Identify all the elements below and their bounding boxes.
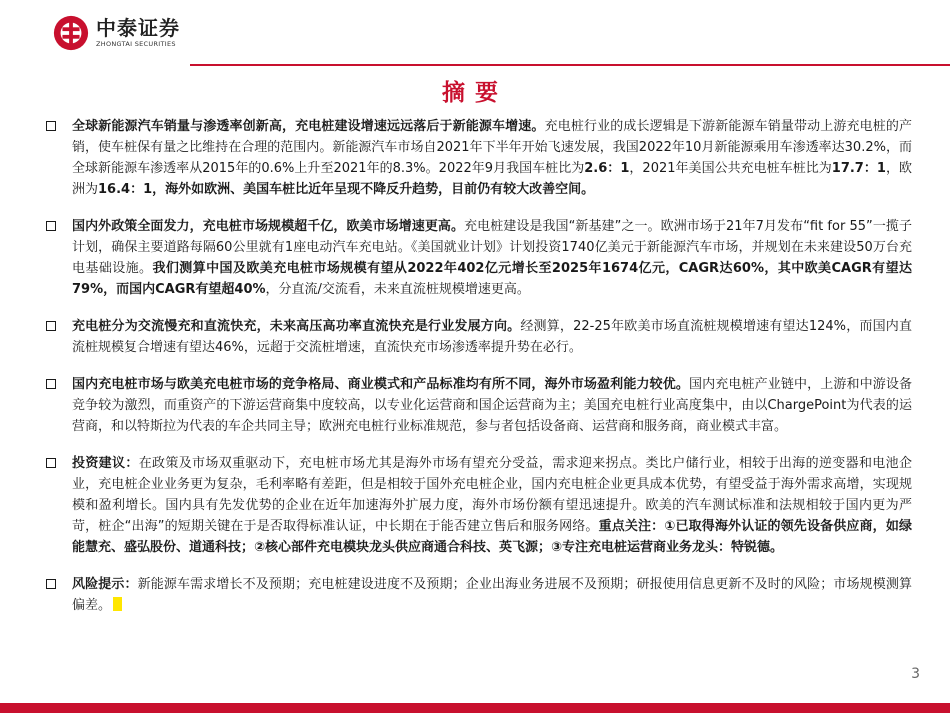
square-bullet-icon <box>46 379 56 389</box>
page-title: 摘要 <box>442 80 508 106</box>
para-4-text: 国内充电桩产业链中，上游和中游设备竞争较为激烈，而重资产的下游运营商集中度较高，以专业化运营商和国企运营商为主；美国充电桩行业高度集中，由以ChargePoint为代表的运营商，和以特斯拉为代表的车企共同主导；欧洲充电桩行业标准规范，参与者包括设备商、运营商和服务商，商业模式丰富。 <box>72 377 912 434</box>
para-2-bold-2: 我们测算中国及欧美充电桩市场规模有望从2022年402亿元增长至2025年1674亿元，CAGR达60%，其中欧美CAGR有望达79%，而国内CAGR有望超40% <box>72 261 912 297</box>
summary-content <box>46 116 912 616</box>
zhongtai-logo-icon <box>52 14 90 52</box>
para-5-text: 在政策及市场双重驱动下，充电桩市场尤其是海外市场有望充分受益，需求迎来拐点。类比户储行业，相较于出海的逆变器和电池企业，充电桩企业业务更为复杂，毛利率略有差距，但是相较于国外充电桩企业，国内充电桩企业更具成本优势，有望受益于海外需求高增，实现规模和盈利增长。国内具有先发优势的企业在近年加速海外扩展力度，海外市场份额有望迅速提升。欧美的汽车测试标准和法规相较于国内更为严苛，桩企“出海”的短期关键在于是否取得标准认证，中长期在于能否建立售后和服务网络。 <box>72 456 912 534</box>
summary-paragraph-6 <box>46 574 912 616</box>
para-5-heading: 投资建议： <box>72 456 139 471</box>
para-2-heading: 国内外政策全面发力，充电桩市场规模超千亿，欧美市场增速更高。 <box>72 219 465 234</box>
para-5-key-focus: 重点关注：①已取得海外认证的领先设备供应商，如绿能慧充、盛弘股份、道通科技；②核心部件充电模块龙头供应商通合科技、英飞源；③专注充电桩运营商业务龙头：特锐德。 <box>72 519 912 555</box>
para-2-text: 充电桩建设是我国“新基建”之一。欧洲市场于21年7月发布“fit for 55”一揽子计划，确保主要道路每隔60公里就有1座电动汽车充电站。《美国就业计划》计划投资1740亿美元于新能源汽车市场，并规划在未来建设50万台充电基础设施。 <box>72 219 912 276</box>
para-1-text-2: ，2021年美国公共充电桩车桩比为 <box>629 161 832 176</box>
para-1-bold-3: 17.7：1 <box>831 161 886 176</box>
para-3-heading: 充电桩分为交流慢充和直流快充，未来高压高功率直流快充是行业发展方向。 <box>72 319 521 334</box>
company-logo <box>52 14 180 52</box>
logo-chinese-text: 中泰证券 <box>96 16 180 41</box>
square-bullet-icon <box>46 121 56 131</box>
summary-paragraph-5 <box>46 453 912 558</box>
square-bullet-icon <box>46 321 56 331</box>
para-1-text: 充电桩行业的成长逻辑是下游新能源车销量带动上游充电桩的产销，使车桩保有量之比维持在合理的范围内。新能源汽车市场自2021年下半年开始飞速发展，我国2022年10月新能源乘用车渗透率达30.2%，而全球新能源车渗透率从2015年的0.6%上升至2021年的8.3%。2022年9月我国车桩比为 <box>72 119 912 176</box>
page-number: 3 <box>911 666 920 682</box>
para-2-text-2: ，分直流/交流看，未来直流桩规模增速更高。 <box>265 282 530 297</box>
para-6-text: 新能源车需求增长不及预期；充电桩建设进度不及预期；企业出海业务进展不及预期；研报使用信息更新不及时的风险；市场规模测算偏差。 <box>72 577 912 613</box>
square-bullet-icon <box>46 221 56 231</box>
para-4-heading: 国内充电桩市场与欧美充电桩市场的竞争格局、商业模式和产品标准均有所不同，海外市场盈利能力较优。 <box>72 377 689 392</box>
header-divider <box>190 64 950 66</box>
square-bullet-icon <box>46 458 56 468</box>
footer-bar <box>0 703 950 713</box>
page-header <box>0 0 950 70</box>
para-3-text: 经测算，22-25年欧美市场直流桩规模增速有望达124%，而国内直流桩规模复合增速有望达46%，远超于交流桩增速，直流快充市场渗透率提升势在必行。 <box>72 319 912 355</box>
summary-paragraph-1 <box>46 116 912 200</box>
para-1-text-3: ，欧洲为 <box>72 161 912 197</box>
logo-english-text: ZHONGTAI SECURITIES <box>96 40 176 49</box>
text-cursor-highlight <box>113 597 122 611</box>
square-bullet-icon <box>46 579 56 589</box>
para-1-heading: 全球新能源汽车销量与渗透率创新高，充电桩建设增速远远落后于新能源车增速。 <box>72 119 545 134</box>
para-1-bold-4: 16.4：1，海外如欧洲、美国车桩比近年呈现不降反升趋势，目前仍有较大改善空间。 <box>98 182 595 197</box>
para-1-bold-2: 2.6：1 <box>584 161 630 176</box>
summary-paragraph-2 <box>46 216 912 300</box>
para-6-heading: 风险提示： <box>72 577 138 592</box>
summary-paragraph-4 <box>46 374 912 437</box>
summary-paragraph-3 <box>46 316 912 358</box>
